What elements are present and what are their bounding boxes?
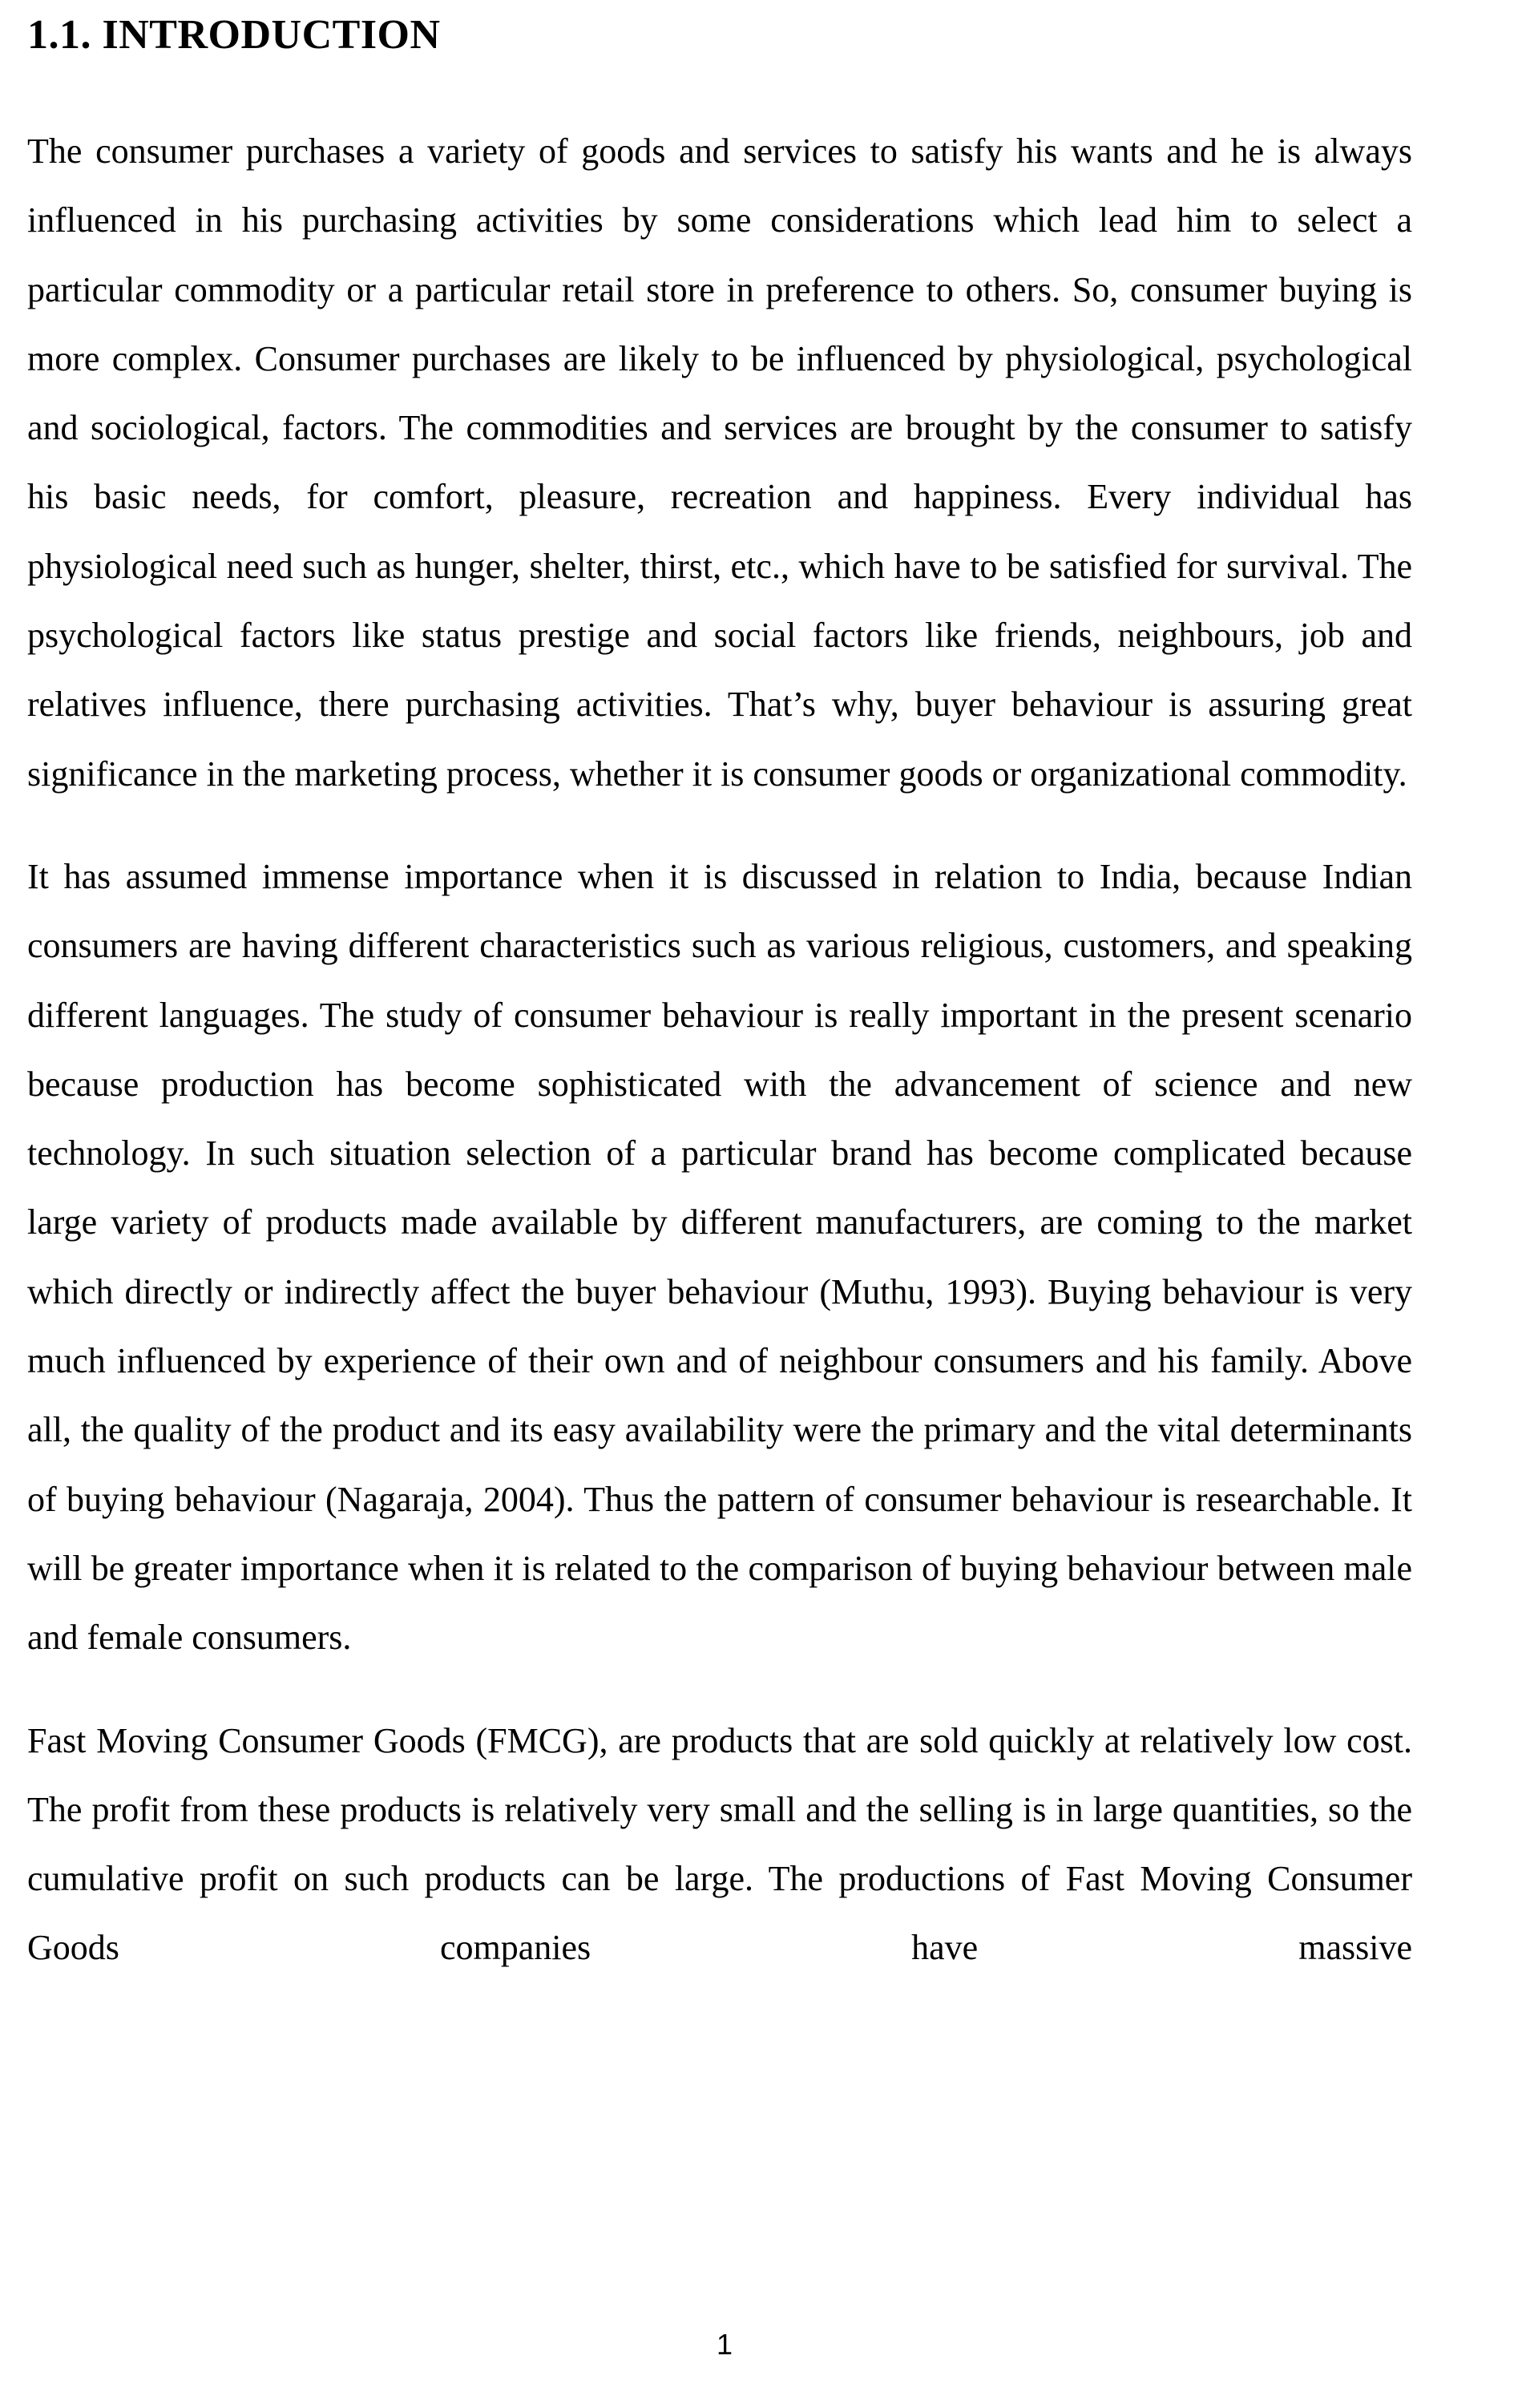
paragraph-2: It has assumed immense importance when it is discussed in relation to India, because Indian consumers are having different characteristics such as various religious, customers, and speaking different languages. The study of consumer behaviour is really important in the present scenario because production has become sophisticated with the advancement of science and new technology. In such situation selection of a particular brand has become complicated because large variety of products made available by different manufacturers, are coming to the market which directly or indirectly affect the buyer behaviour (Muthu, 1993). Buying behaviour is very much influenced by experience of their own and of neighbour consumers and his family. Above all, the quality of the product and its easy availability were the primary and the vital determinants of buying behaviour (Nagaraja, 2004). Thus the pattern of consumer behaviour is researchable. It will be greater importance when it is related to the comparison of buying behaviour between male and female consumers. xyxy=(27,856,1412,1658)
page-number: 1 xyxy=(716,2328,733,2361)
document-page xyxy=(27,0,1412,2408)
paragraph-1: The consumer purchases a variety of goods and services to satisfy his wants and he is always influenced in his purchasing activities by some considerations which lead him to select a particular commodity or a particular retail store in preference to others. So, consumer buying is more complex. Consumer purchases are likely to be influenced by physiological, psychological and sociological, factors. The commodities and services are brought by the consumer to satisfy his basic needs, for comfort, pleasure, recreation and happiness. Every individual has physiological need such as hunger, shelter, thirst, etc., which have to be satisfied for survival. The psychological factors like status prestige and social factors like friends, neighbours, job and relatives influence, there purchasing activities. That’s why, buyer behaviour is assuring great significance in the marketing process, whether it is consumer goods or organizational commodity. xyxy=(27,131,1412,794)
body-text xyxy=(27,117,1412,2017)
paragraph-3: Fast Moving Consumer Goods (FMCG), are products that are sold quickly at relatively low cost. The profit from these products is relatively very small and the selling is in large quantities, so the cumulative profit on such products can be large. The productions of Fast Moving Consumer Goods companies have massive xyxy=(27,1720,1412,1968)
section-title: 1.1. INTRODUCTION xyxy=(27,12,441,58)
